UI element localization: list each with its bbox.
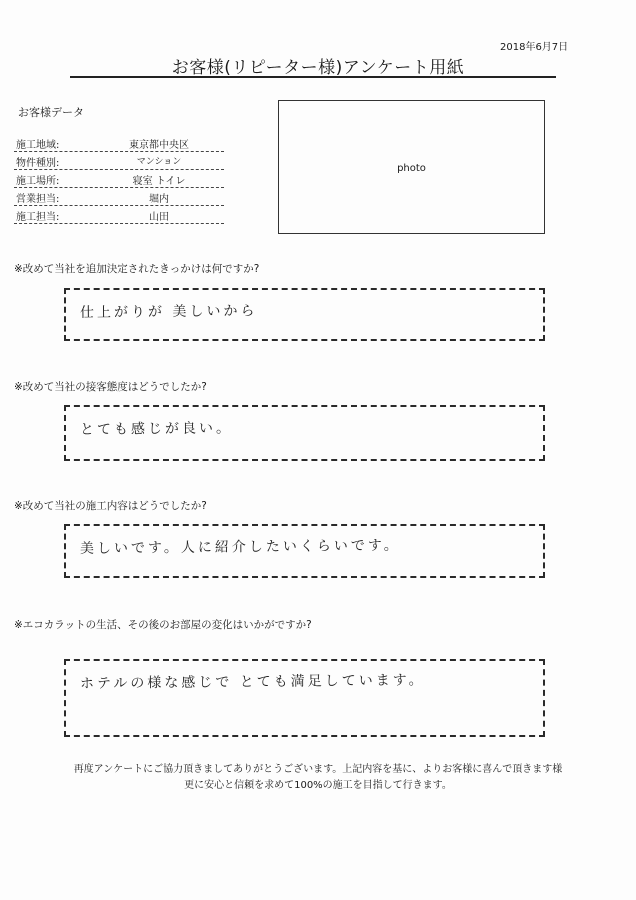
- document-title: お客様(リピーター様)アンケート用紙: [171, 58, 465, 78]
- field-label: 営業担当:: [16, 194, 60, 205]
- customer-data-table: [14, 134, 224, 224]
- answer-box-4: [64, 659, 545, 737]
- customer-data-row: [14, 134, 224, 152]
- answer-box-1: [64, 288, 545, 341]
- photo-label: photo: [397, 163, 426, 174]
- question-3: ※改めて当社の施工内容はどうでしたか?: [14, 500, 207, 512]
- footer-line-1: 再度アンケートにご協力頂きましてありがとうございます。上記内容を基に、よりお客様に喜んで頂きます様: [73, 764, 563, 775]
- handwritten-answer-3: 美しいです。人に紹介したいくらいです。: [79, 537, 401, 557]
- field-value: 寝室 トイレ: [132, 176, 186, 187]
- customer-data-row: [14, 170, 224, 188]
- handwritten-answer-2: とても感じが良い。: [79, 420, 234, 438]
- question-2: ※改めて当社の接客態度はどうでしたか?: [14, 381, 207, 393]
- answer-box-2: [64, 405, 545, 461]
- field-label: 施工地域:: [16, 140, 60, 151]
- handwritten-answer-1: 仕上がりが 美しいから: [79, 303, 258, 321]
- title-underline: [70, 76, 556, 78]
- footer-line-2: 更に安心と信頼を求めて100%の施工を目指して行きます。: [184, 780, 452, 791]
- field-label: 施工場所:: [16, 176, 60, 187]
- customer-data-row: [14, 206, 224, 224]
- customer-section-label: お客様データ: [18, 106, 84, 119]
- field-label: 施工担当:: [16, 212, 60, 223]
- field-value: 山田: [149, 212, 169, 223]
- question-1: ※改めて当社を追加決定されたきっかけは何ですか?: [14, 263, 260, 275]
- customer-data-row: [14, 188, 224, 206]
- photo-placeholder: [278, 100, 545, 234]
- field-value: マンション: [136, 157, 182, 167]
- field-label: 物件種別:: [16, 158, 60, 169]
- field-value: 東京都中央区: [129, 140, 189, 151]
- handwritten-answer-4: ホテルの様な感じで とても満足しています。: [79, 672, 426, 692]
- question-4: ※エコカラットの生活、その後のお部屋の変化はいかがですか?: [14, 619, 312, 631]
- field-value: 堀内: [149, 194, 169, 205]
- document-date: 2018年6月7日: [500, 42, 569, 53]
- answer-box-3: [64, 524, 545, 578]
- customer-data-row: [14, 152, 224, 170]
